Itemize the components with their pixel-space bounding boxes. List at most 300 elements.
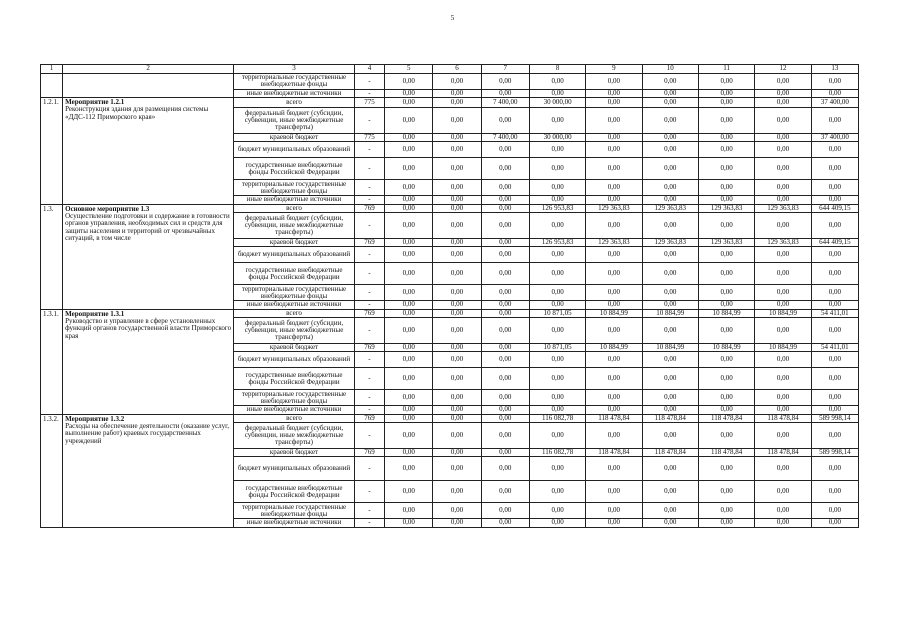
value-cell: 0,00 xyxy=(433,285,481,301)
funding-source: государственные внебюджетные фонды Российской Федерации xyxy=(234,368,355,390)
value-cell: 0,00 xyxy=(529,318,585,344)
value-cell: 0,00 xyxy=(481,263,529,285)
value-cell: 0,00 xyxy=(698,134,754,142)
value-cell: 0,00 xyxy=(755,158,811,180)
value-cell: 0,00 xyxy=(755,318,811,344)
value-cell: 0,00 xyxy=(385,390,433,406)
funding-source: территориальные государственные внебюджетные фонды xyxy=(234,74,355,90)
column-header: 11 xyxy=(698,65,754,74)
value-cell: 0,00 xyxy=(529,89,585,97)
value-cell: 0,00 xyxy=(586,503,642,519)
value-cell: 0,00 xyxy=(481,285,529,301)
value-cell: 118 478,84 xyxy=(755,414,811,422)
funding-source: государственные внебюджетные фонды Российской Федерации xyxy=(234,158,355,180)
value-cell: 0,00 xyxy=(481,309,529,317)
value-cell: 0,00 xyxy=(755,247,811,263)
value-cell: 0,00 xyxy=(586,263,642,285)
value-cell: 0,00 xyxy=(811,301,858,309)
value-cell: 118 478,84 xyxy=(586,414,642,422)
value-cell: 0,00 xyxy=(811,457,858,481)
column-header-row xyxy=(41,65,859,74)
value-cell: 0,00 xyxy=(698,108,754,134)
value-cell: 0,00 xyxy=(433,352,481,368)
value-cell: 0,00 xyxy=(481,142,529,158)
value-cell: 0,00 xyxy=(481,457,529,481)
value-cell: 0,00 xyxy=(481,89,529,97)
item-title: Мероприятие 1.2.1 xyxy=(65,98,125,107)
value-cell: 0,00 xyxy=(481,180,529,196)
value-cell: 0,00 xyxy=(529,213,585,239)
value-cell: 0,00 xyxy=(811,503,858,519)
funding-source: территориальные государственные внебюджетные фонды xyxy=(234,390,355,406)
value-cell: 589 998,14 xyxy=(811,414,858,422)
value-cell: 0,00 xyxy=(755,481,811,503)
code-cell: 769 xyxy=(354,309,384,317)
value-cell: 10 884,99 xyxy=(755,344,811,352)
value-cell: 0,00 xyxy=(481,414,529,422)
value-cell: 0,00 xyxy=(586,89,642,97)
value-cell: 0,00 xyxy=(586,74,642,90)
value-cell: 0,00 xyxy=(755,519,811,527)
value-cell: 0,00 xyxy=(433,239,481,247)
value-cell: 0,00 xyxy=(433,423,481,449)
code-cell: - xyxy=(354,457,384,481)
value-cell: 0,00 xyxy=(698,519,754,527)
value-cell: 0,00 xyxy=(698,423,754,449)
value-cell: 0,00 xyxy=(385,503,433,519)
column-header: 7 xyxy=(481,65,529,74)
value-cell: 0,00 xyxy=(385,108,433,134)
code-cell: 769 xyxy=(354,204,384,212)
value-cell: 0,00 xyxy=(755,98,811,108)
value-cell: 0,00 xyxy=(529,301,585,309)
code-cell: 769 xyxy=(354,239,384,247)
funding-source: иные внебюджетные источники xyxy=(234,519,355,527)
value-cell: 118 478,84 xyxy=(642,414,698,422)
value-cell: 118 478,84 xyxy=(586,449,642,457)
code-cell: - xyxy=(354,318,384,344)
value-cell: 0,00 xyxy=(481,301,529,309)
funding-source: краевой бюджет xyxy=(234,449,355,457)
value-cell: 129 363,83 xyxy=(698,204,754,212)
item-number: 1.3. xyxy=(41,204,63,309)
value-cell: 0,00 xyxy=(433,457,481,481)
value-cell: 0,00 xyxy=(642,142,698,158)
value-cell: 0,00 xyxy=(755,457,811,481)
code-cell: - xyxy=(354,263,384,285)
value-cell: 0,00 xyxy=(642,263,698,285)
value-cell: 0,00 xyxy=(385,89,433,97)
funding-source: всего xyxy=(234,414,355,422)
value-cell: 0,00 xyxy=(811,481,858,503)
value-cell: 0,00 xyxy=(481,318,529,344)
funding-source: территориальные государственные внебюджетные фонды xyxy=(234,503,355,519)
value-cell: 0,00 xyxy=(433,98,481,108)
value-cell: 0,00 xyxy=(755,390,811,406)
value-cell: 0,00 xyxy=(433,204,481,212)
value-cell: 0,00 xyxy=(529,247,585,263)
value-cell: 0,00 xyxy=(586,213,642,239)
value-cell: 0,00 xyxy=(755,196,811,204)
value-cell: 0,00 xyxy=(433,89,481,97)
value-cell: 0,00 xyxy=(586,519,642,527)
value-cell: 0,00 xyxy=(586,368,642,390)
funding-source: государственные внебюджетные фонды Российской Федерации xyxy=(234,263,355,285)
value-cell: 0,00 xyxy=(529,503,585,519)
value-cell: 0,00 xyxy=(642,352,698,368)
value-cell: 0,00 xyxy=(755,263,811,285)
value-cell: 0,00 xyxy=(433,318,481,344)
value-cell: 0,00 xyxy=(698,368,754,390)
value-cell: 0,00 xyxy=(586,142,642,158)
value-cell: 0,00 xyxy=(755,423,811,449)
value-cell: 0,00 xyxy=(698,481,754,503)
value-cell: 0,00 xyxy=(698,352,754,368)
value-cell: 0,00 xyxy=(698,457,754,481)
funding-source: бюджет муниципальных образований xyxy=(234,457,355,481)
value-cell: 0,00 xyxy=(642,318,698,344)
value-cell: 0,00 xyxy=(811,390,858,406)
value-cell: 0,00 xyxy=(755,134,811,142)
value-cell: 0,00 xyxy=(586,247,642,263)
value-cell: 30 000,00 xyxy=(529,134,585,142)
budget-table xyxy=(40,64,859,528)
code-cell: - xyxy=(354,390,384,406)
column-header: 13 xyxy=(811,65,858,74)
item-title: Мероприятие 1.3.2 xyxy=(65,414,125,423)
value-cell: 0,00 xyxy=(529,368,585,390)
code-cell: - xyxy=(354,285,384,301)
value-cell: 0,00 xyxy=(433,196,481,204)
value-cell: 0,00 xyxy=(811,180,858,196)
code-cell: - xyxy=(354,180,384,196)
value-cell: 644 409,15 xyxy=(811,239,858,247)
value-cell: 0,00 xyxy=(433,158,481,180)
item-description: Реконструкция здания для размещения системы «ДДС-112 Приморского края» xyxy=(65,105,209,121)
value-cell: 0,00 xyxy=(385,318,433,344)
value-cell: 118 478,84 xyxy=(698,449,754,457)
funding-source: иные внебюджетные источники xyxy=(234,89,355,97)
value-cell: 0,00 xyxy=(433,449,481,457)
table-row xyxy=(41,414,859,422)
value-cell: 0,00 xyxy=(433,390,481,406)
funding-source: всего xyxy=(234,309,355,317)
value-cell: 116 082,78 xyxy=(529,449,585,457)
funding-source: бюджет муниципальных образований xyxy=(234,247,355,263)
value-cell: 37 400,00 xyxy=(811,134,858,142)
value-cell: 0,00 xyxy=(529,263,585,285)
value-cell: 0,00 xyxy=(385,423,433,449)
value-cell: 0,00 xyxy=(385,285,433,301)
table-row xyxy=(41,74,859,90)
value-cell: 0,00 xyxy=(586,285,642,301)
value-cell: 0,00 xyxy=(698,285,754,301)
item-number: 1.3.1. xyxy=(41,309,63,414)
value-cell: 0,00 xyxy=(529,457,585,481)
item-name-cell xyxy=(63,98,234,205)
value-cell: 0,00 xyxy=(586,318,642,344)
value-cell: 0,00 xyxy=(529,352,585,368)
value-cell: 0,00 xyxy=(586,423,642,449)
value-cell: 0,00 xyxy=(811,318,858,344)
value-cell: 0,00 xyxy=(529,74,585,90)
funding-source: иные внебюджетные источники xyxy=(234,301,355,309)
item-number: 1.3.2. xyxy=(41,414,63,527)
value-cell: 0,00 xyxy=(385,180,433,196)
value-cell: 0,00 xyxy=(433,503,481,519)
value-cell: 0,00 xyxy=(698,89,754,97)
value-cell: 129 363,83 xyxy=(642,204,698,212)
value-cell: 0,00 xyxy=(811,158,858,180)
value-cell: 589 998,14 xyxy=(811,449,858,457)
value-cell: 129 363,83 xyxy=(642,239,698,247)
funding-source: федеральный бюджет (субсидии, субвенции, иные межбюджетные трансферты) xyxy=(234,423,355,449)
code-cell: 769 xyxy=(354,414,384,422)
item-name-cell xyxy=(63,309,234,414)
value-cell: 0,00 xyxy=(642,285,698,301)
value-cell: 0,00 xyxy=(481,503,529,519)
funding-source: иные внебюджетные источники xyxy=(234,406,355,414)
item-title: Основное мероприятие 1.3 xyxy=(65,204,150,213)
value-cell: 0,00 xyxy=(433,142,481,158)
value-cell: 126 953,83 xyxy=(529,204,585,212)
funding-source: краевой бюджет xyxy=(234,239,355,247)
value-cell: 0,00 xyxy=(481,423,529,449)
value-cell: 0,00 xyxy=(755,108,811,134)
value-cell: 0,00 xyxy=(481,368,529,390)
value-cell: 10 884,99 xyxy=(586,344,642,352)
value-cell: 0,00 xyxy=(385,301,433,309)
value-cell: 10 884,99 xyxy=(642,309,698,317)
value-cell: 0,00 xyxy=(481,481,529,503)
value-cell: 129 363,83 xyxy=(698,239,754,247)
item-name-cell xyxy=(63,74,234,98)
value-cell: 0,00 xyxy=(642,423,698,449)
value-cell: 0,00 xyxy=(385,352,433,368)
column-header: 6 xyxy=(433,65,481,74)
value-cell: 0,00 xyxy=(698,158,754,180)
value-cell: 0,00 xyxy=(586,301,642,309)
value-cell: 0,00 xyxy=(433,263,481,285)
value-cell: 0,00 xyxy=(755,89,811,97)
value-cell: 0,00 xyxy=(586,180,642,196)
item-number: 1.2.1. xyxy=(41,98,63,205)
value-cell: 0,00 xyxy=(529,423,585,449)
code-cell: - xyxy=(354,423,384,449)
column-header: 10 xyxy=(642,65,698,74)
item-number-cell xyxy=(41,74,63,98)
funding-source: всего xyxy=(234,204,355,212)
value-cell: 0,00 xyxy=(642,98,698,108)
value-cell: 0,00 xyxy=(755,301,811,309)
value-cell: 0,00 xyxy=(481,247,529,263)
value-cell: 129 363,83 xyxy=(586,239,642,247)
code-cell: - xyxy=(354,368,384,390)
value-cell: 0,00 xyxy=(481,390,529,406)
value-cell: 0,00 xyxy=(698,196,754,204)
value-cell: 0,00 xyxy=(811,352,858,368)
value-cell: 0,00 xyxy=(433,344,481,352)
funding-source: федеральный бюджет (субсидии, субвенции, иные межбюджетные трансферты) xyxy=(234,213,355,239)
value-cell: 0,00 xyxy=(385,519,433,527)
value-cell: 0,00 xyxy=(481,74,529,90)
value-cell: 0,00 xyxy=(481,213,529,239)
funding-source: бюджет муниципальных образований xyxy=(234,352,355,368)
value-cell: 0,00 xyxy=(811,519,858,527)
value-cell: 0,00 xyxy=(481,158,529,180)
value-cell: 10 884,99 xyxy=(698,309,754,317)
column-header: 1 xyxy=(41,65,63,74)
value-cell: 0,00 xyxy=(698,318,754,344)
value-cell: 0,00 xyxy=(481,239,529,247)
value-cell: 0,00 xyxy=(385,142,433,158)
value-cell: 0,00 xyxy=(642,301,698,309)
value-cell: 0,00 xyxy=(642,457,698,481)
value-cell: 0,00 xyxy=(529,142,585,158)
code-cell: 769 xyxy=(354,449,384,457)
code-cell: - xyxy=(354,352,384,368)
value-cell: 0,00 xyxy=(385,414,433,422)
value-cell: 0,00 xyxy=(642,503,698,519)
value-cell: 129 363,83 xyxy=(586,204,642,212)
value-cell: 0,00 xyxy=(698,74,754,90)
value-cell: 0,00 xyxy=(755,352,811,368)
funding-source: территориальные государственные внебюджетные фонды xyxy=(234,180,355,196)
code-cell: 775 xyxy=(354,98,384,108)
table-row xyxy=(41,309,859,317)
value-cell: 0,00 xyxy=(698,263,754,285)
code-cell: - xyxy=(354,301,384,309)
value-cell: 0,00 xyxy=(433,74,481,90)
code-cell: - xyxy=(354,247,384,263)
value-cell: 0,00 xyxy=(481,108,529,134)
value-cell: 0,00 xyxy=(698,301,754,309)
value-cell: 0,00 xyxy=(698,213,754,239)
value-cell: 0,00 xyxy=(385,196,433,204)
value-cell: 0,00 xyxy=(698,390,754,406)
value-cell: 0,00 xyxy=(642,406,698,414)
value-cell: 0,00 xyxy=(698,247,754,263)
value-cell: 0,00 xyxy=(586,457,642,481)
value-cell: 0,00 xyxy=(642,108,698,134)
value-cell: 0,00 xyxy=(385,449,433,457)
value-cell: 10 871,05 xyxy=(529,309,585,317)
column-header: 5 xyxy=(385,65,433,74)
value-cell: 0,00 xyxy=(811,89,858,97)
code-cell: - xyxy=(354,196,384,204)
value-cell: 10 884,99 xyxy=(755,309,811,317)
code-cell: 775 xyxy=(354,134,384,142)
funding-source: иные внебюджетные источники xyxy=(234,196,355,204)
value-cell: 0,00 xyxy=(433,309,481,317)
column-header: 9 xyxy=(586,65,642,74)
code-cell: - xyxy=(354,108,384,134)
value-cell: 0,00 xyxy=(529,519,585,527)
code-cell: - xyxy=(354,213,384,239)
value-cell: 0,00 xyxy=(529,158,585,180)
value-cell: 0,00 xyxy=(755,180,811,196)
funding-source: государственные внебюджетные фонды Российской Федерации xyxy=(234,481,355,503)
value-cell: 0,00 xyxy=(481,449,529,457)
value-cell: 0,00 xyxy=(481,352,529,368)
value-cell: 30 000,00 xyxy=(529,98,585,108)
value-cell: 0,00 xyxy=(433,247,481,263)
value-cell: 0,00 xyxy=(642,368,698,390)
value-cell: 0,00 xyxy=(586,406,642,414)
value-cell: 0,00 xyxy=(433,180,481,196)
value-cell: 0,00 xyxy=(811,285,858,301)
value-cell: 7 400,00 xyxy=(481,134,529,142)
value-cell: 0,00 xyxy=(529,108,585,134)
value-cell: 0,00 xyxy=(642,158,698,180)
column-header: 4 xyxy=(354,65,384,74)
value-cell: 0,00 xyxy=(698,503,754,519)
value-cell: 0,00 xyxy=(385,457,433,481)
value-cell: 0,00 xyxy=(586,390,642,406)
value-cell: 0,00 xyxy=(642,519,698,527)
value-cell: 0,00 xyxy=(433,414,481,422)
value-cell: 0,00 xyxy=(642,481,698,503)
value-cell: 0,00 xyxy=(385,263,433,285)
value-cell: 37 400,00 xyxy=(811,98,858,108)
value-cell: 0,00 xyxy=(755,142,811,158)
value-cell: 0,00 xyxy=(755,368,811,390)
value-cell: 0,00 xyxy=(529,196,585,204)
value-cell: 0,00 xyxy=(586,134,642,142)
value-cell: 0,00 xyxy=(698,180,754,196)
column-header: 3 xyxy=(234,65,355,74)
value-cell: 0,00 xyxy=(586,108,642,134)
funding-source: всего xyxy=(234,98,355,108)
value-cell: 0,00 xyxy=(811,213,858,239)
value-cell: 0,00 xyxy=(642,247,698,263)
value-cell: 0,00 xyxy=(642,89,698,97)
value-cell: 0,00 xyxy=(481,519,529,527)
value-cell: 0,00 xyxy=(385,98,433,108)
value-cell: 0,00 xyxy=(698,406,754,414)
value-cell: 0,00 xyxy=(642,134,698,142)
column-header: 12 xyxy=(755,65,811,74)
value-cell: 0,00 xyxy=(811,74,858,90)
table-row xyxy=(41,204,859,212)
value-cell: 0,00 xyxy=(433,481,481,503)
value-cell: 0,00 xyxy=(755,406,811,414)
value-cell: 0,00 xyxy=(642,196,698,204)
value-cell: 0,00 xyxy=(385,134,433,142)
value-cell: 10 884,99 xyxy=(586,309,642,317)
item-description: Руководство и управление в сфере установленных функций органов государственной власти Приморского края xyxy=(65,317,232,340)
value-cell: 54 411,01 xyxy=(811,344,858,352)
value-cell: 0,00 xyxy=(385,406,433,414)
code-cell: 769 xyxy=(354,344,384,352)
value-cell: 129 363,83 xyxy=(755,204,811,212)
funding-source: бюджет муниципальных образований xyxy=(234,142,355,158)
value-cell: 0,00 xyxy=(385,309,433,317)
value-cell: 0,00 xyxy=(586,352,642,368)
value-cell: 0,00 xyxy=(642,390,698,406)
value-cell: 0,00 xyxy=(385,481,433,503)
value-cell: 0,00 xyxy=(529,285,585,301)
value-cell: 118 478,84 xyxy=(642,449,698,457)
value-cell: 0,00 xyxy=(811,108,858,134)
value-cell: 0,00 xyxy=(529,390,585,406)
value-cell: 10 884,99 xyxy=(698,344,754,352)
value-cell: 0,00 xyxy=(481,196,529,204)
code-cell: - xyxy=(354,158,384,180)
item-name-cell xyxy=(63,204,234,309)
value-cell: 0,00 xyxy=(642,74,698,90)
value-cell: 0,00 xyxy=(586,158,642,180)
